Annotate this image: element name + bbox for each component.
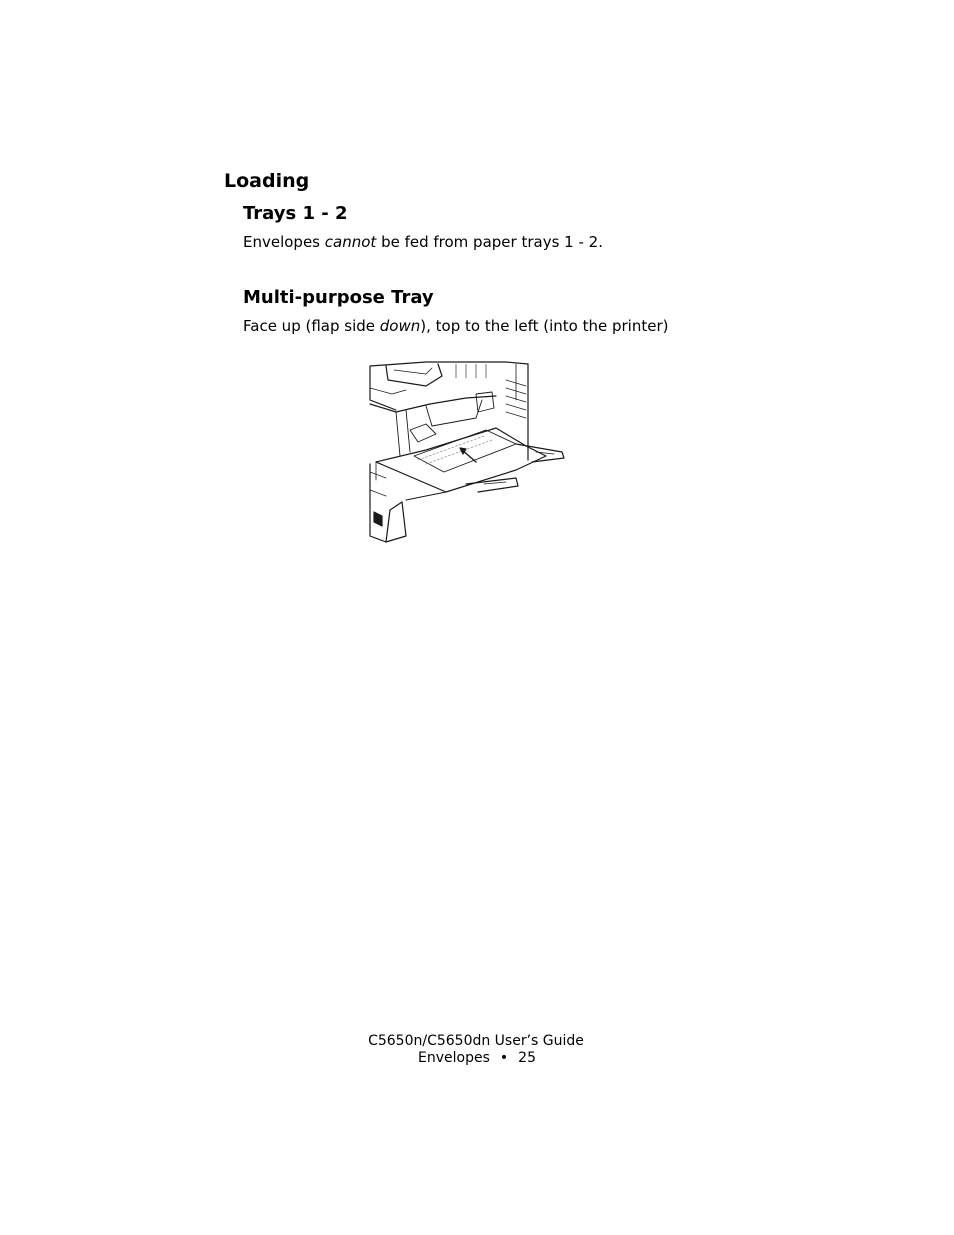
section-heading-loading: Loading	[224, 170, 310, 192]
mpt-text-after: ), top to the left (into the printer)	[420, 317, 669, 335]
footer-separator: •	[499, 1050, 509, 1066]
footer-chapter: Envelopes	[418, 1050, 490, 1066]
subheading-trays: Trays 1 - 2	[243, 203, 348, 224]
trays-text-before: Envelopes	[243, 233, 325, 251]
trays-text-emphasis: cannot	[324, 233, 377, 251]
footer-page-number: 25	[518, 1050, 536, 1066]
subheading-multipurpose-tray: Multi-purpose Tray	[243, 287, 434, 308]
mpt-text-emphasis: down	[379, 317, 421, 335]
footer-page-info	[0, 1050, 954, 1066]
printer-multipurpose-tray-illustration-icon	[366, 360, 570, 546]
paragraph-multipurpose-tray	[243, 317, 669, 335]
mpt-text-before: Face up (flap side	[243, 317, 380, 335]
footer-guide-title: C5650n/C5650dn User’s Guide	[368, 1033, 584, 1049]
paragraph-trays	[243, 233, 603, 251]
trays-text-after: be fed from paper trays 1 - 2.	[376, 233, 603, 251]
